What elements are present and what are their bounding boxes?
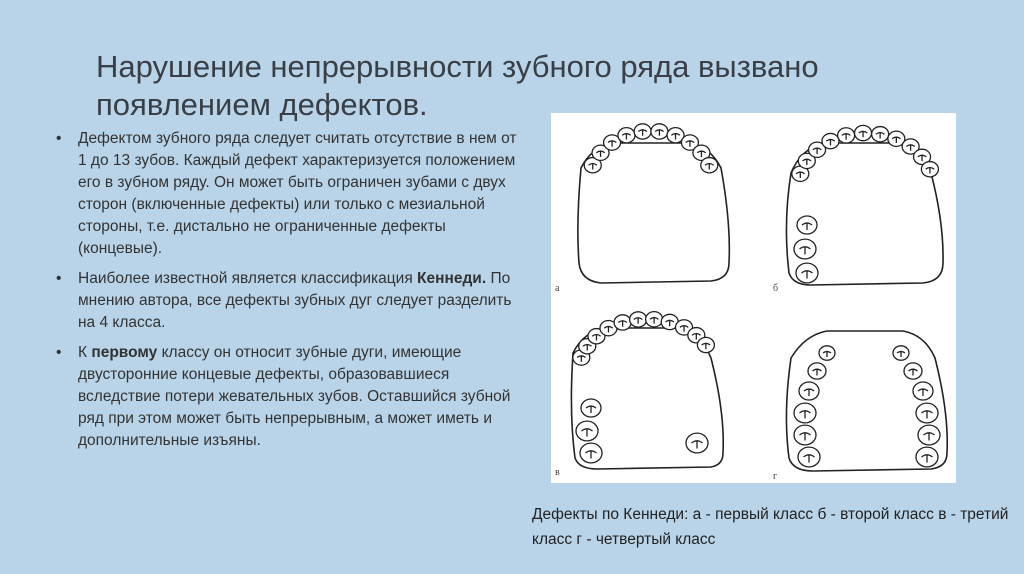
tooth-a	[651, 124, 668, 139]
bullet-bold-text: Кеннеди.	[417, 270, 487, 287]
tooth-a	[618, 128, 635, 143]
bullet-item	[56, 342, 526, 452]
tooth-d	[808, 363, 826, 379]
bullet-text: Дефектом зубного ряда следует считать отсутствие в нем от 1 до 13 зубов. Каждый дефект характеризуется положением его в зубном ряду. Он может быть ограничен зубами с двух сторон (включенные дефекты) или только с мезиальной стороны, т.е. дистально не ограниченные дефекты (концевые).	[78, 130, 517, 257]
tooth-c	[614, 315, 631, 330]
tooth-c	[580, 443, 602, 463]
tooth-c	[646, 312, 663, 327]
dental-arches-illustration	[551, 113, 956, 483]
bullet-text: К	[78, 344, 92, 361]
tooth-c	[686, 433, 708, 453]
tooth-d	[798, 447, 820, 467]
kennedy-classification-figure	[551, 113, 956, 483]
panel-label-c: в	[555, 467, 560, 478]
tooth-d	[819, 346, 835, 360]
tooth-a	[634, 124, 651, 139]
panel-label-a: а	[555, 283, 560, 294]
bullet-bold-text: первому	[91, 344, 158, 361]
tooth-b	[872, 127, 889, 142]
tooth-b	[796, 263, 818, 283]
panel-label-b: б	[773, 283, 779, 294]
tooth-d	[916, 447, 938, 467]
bullet-text: По мнению автора, все дефекты зубных дуг следует разделить на 4 класса.	[78, 270, 512, 331]
slide-title: Нарушение непрерывности зубного ряда вызвано появлением дефектов.	[96, 49, 819, 122]
panel-label-d: г	[773, 471, 778, 482]
tooth-d	[913, 382, 933, 400]
tooth-d	[918, 425, 940, 445]
tooth-c	[630, 312, 647, 327]
bullet-list	[56, 128, 526, 460]
tooth-a	[701, 158, 718, 173]
tooth-b	[794, 239, 816, 259]
tooth-d	[794, 403, 816, 423]
tooth-d	[893, 346, 909, 360]
bullet-text: Наиболее известной является классификация	[78, 270, 418, 287]
bullet-item	[56, 268, 526, 334]
tooth-c	[697, 337, 714, 352]
tooth-c	[581, 399, 601, 417]
bullet-item	[56, 128, 526, 260]
tooth-b	[921, 162, 938, 177]
tooth-d	[904, 363, 922, 379]
bullet-text: классу он относит зубные дуги, имеющие двусторонние концевые дефекты, образовавшиеся вследствие потери жевательных зубов. Оставшийся зубной ряд при этом может быть непрерывным, а может иметь и дополнительные изъяны.	[78, 344, 511, 449]
tooth-d	[799, 382, 819, 400]
tooth-b	[797, 216, 817, 234]
tooth-c	[576, 421, 598, 441]
figure-caption: Дефекты по Кеннеди: а - первый класс б - второй класс в - третий класс г - четвертый класс	[532, 506, 1009, 548]
tooth-b	[855, 125, 872, 140]
tooth-b	[822, 133, 839, 148]
tooth-b	[838, 128, 855, 143]
tooth-d	[916, 403, 938, 423]
tooth-d	[794, 425, 816, 445]
